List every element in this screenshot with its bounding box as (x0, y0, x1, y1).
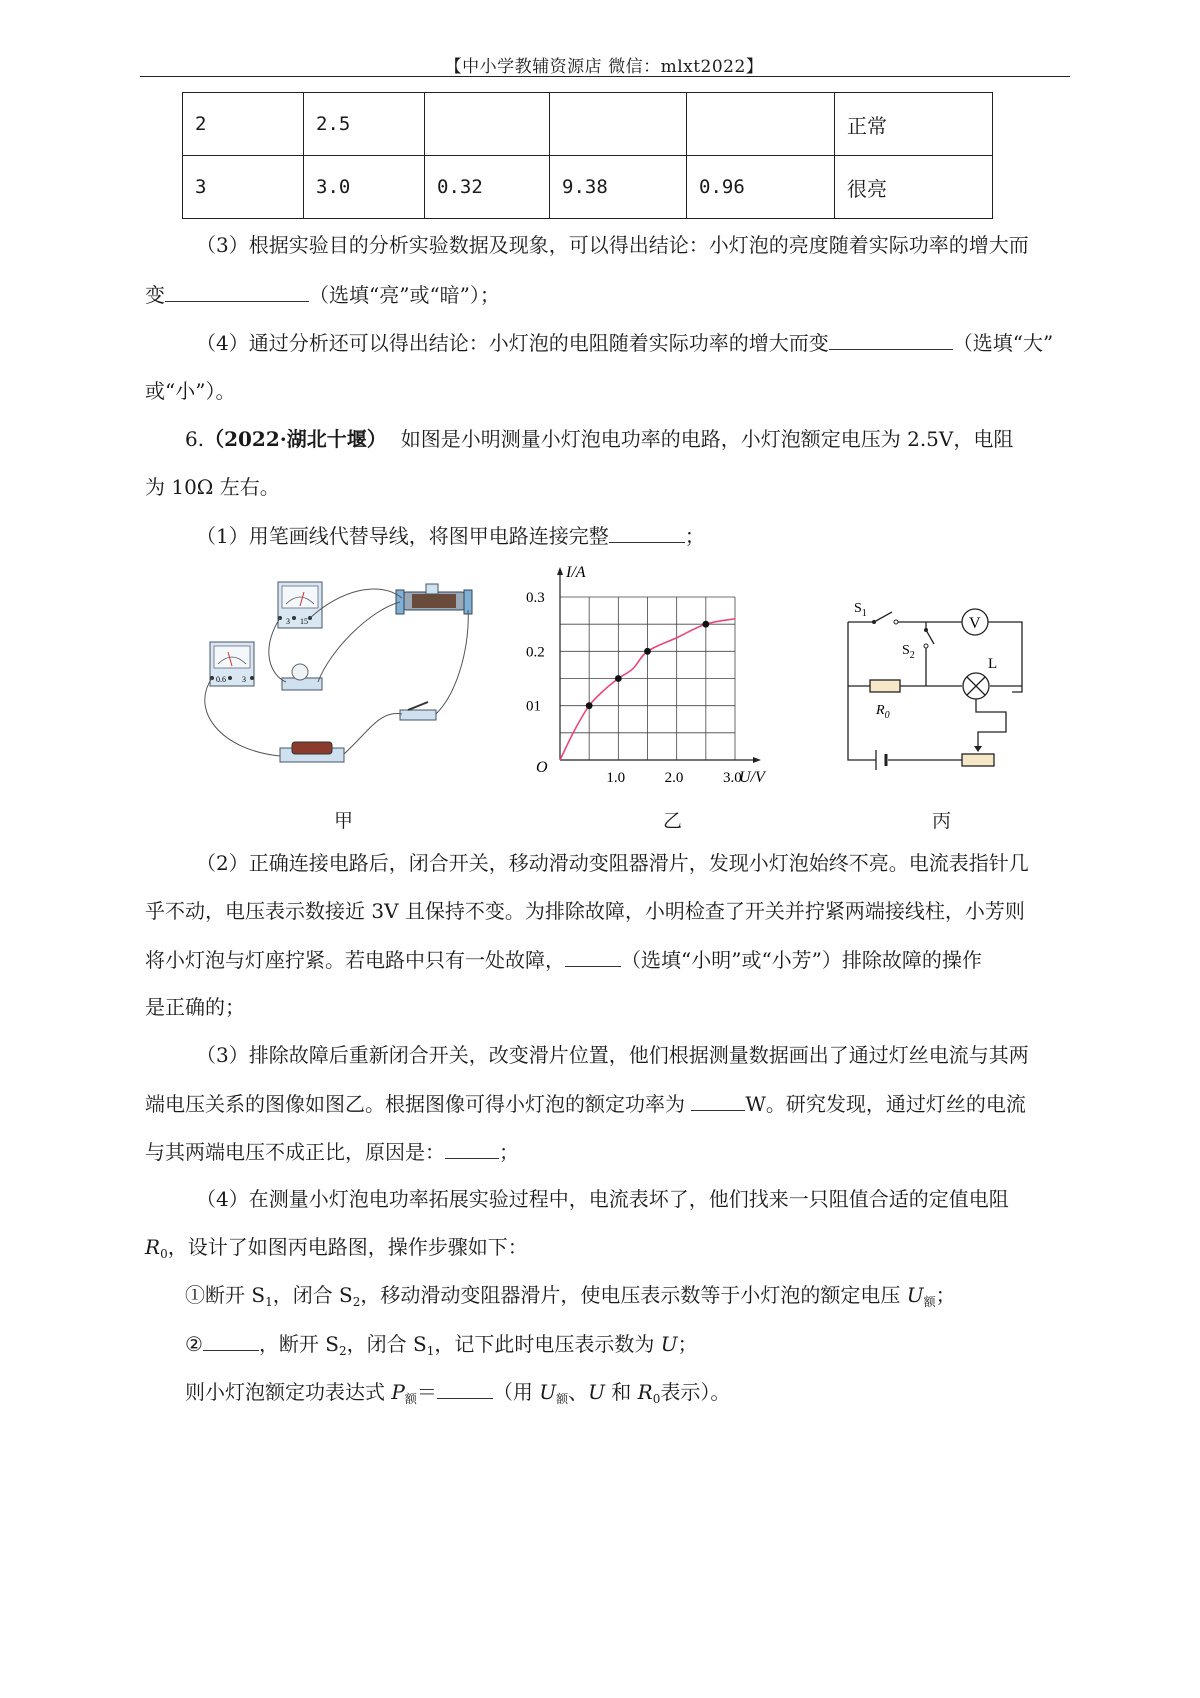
chart-y-tick-label: 0.2 (526, 644, 545, 661)
answer-blank[interactable] (829, 327, 953, 350)
table-cell (687, 93, 835, 156)
q6-p2-text: 将小灯泡与灯座拧紧。若电路中只有一处故障， (145, 948, 565, 972)
step-text: ，断开 S (258, 1332, 339, 1356)
chart-x-tick-label: 1.0 (606, 770, 626, 786)
switch-s2-symbol (924, 628, 934, 648)
step-text: ，闭合 S (272, 1283, 353, 1307)
figure-label-bing: 丙 (932, 810, 952, 832)
resistor-r0-symbol (870, 680, 900, 721)
table-cell (425, 93, 550, 156)
q5-part3-line2 (145, 279, 500, 310)
r0-label (875, 703, 890, 721)
header-rule (140, 76, 1070, 77)
table-cell: 正常 (835, 93, 993, 156)
step-text: ，记下此时电压表示数为 (434, 1332, 661, 1356)
answer-blank[interactable] (165, 279, 309, 302)
s2-subscript: 2 (909, 650, 915, 661)
table-row (183, 156, 993, 219)
formula-text: 和 (604, 1380, 638, 1404)
q6-intro-line1 (185, 424, 1013, 454)
rheostat-top (396, 584, 472, 614)
table-cell: 0.96 (687, 156, 835, 219)
figure-jia-apparatus (180, 580, 530, 780)
step-text: ； (935, 1283, 956, 1307)
table-cell: 3.0 (304, 156, 425, 219)
chart-data-point (586, 702, 593, 709)
formula-text: 、 (568, 1380, 589, 1404)
answer-blank[interactable] (437, 1376, 493, 1399)
figure-yi-iu-graph (520, 555, 770, 795)
table-cell: 2 (183, 93, 304, 156)
chart-axes (557, 567, 761, 763)
q5-p4-text: （选填“大” (952, 331, 1054, 355)
subscript: 额 (556, 1392, 569, 1406)
subscript: 2 (352, 1295, 361, 1309)
q6-part1 (196, 520, 705, 551)
answer-blank[interactable] (691, 1088, 745, 1111)
step-text: ，移动滑动变阻器滑片，使电压表示数等于小灯泡的额定电压 (360, 1283, 907, 1307)
question-source: （2022·湖北十堰） (204, 427, 387, 451)
q6-part2-line4: 是正确的； (145, 995, 245, 1019)
chart-grid (560, 597, 735, 760)
q6-part4-line1: （4）在测量小灯泡电功率拓展实验过程中，电流表坏了，他们找来一只阻值合适的定值电阻 (196, 1187, 1009, 1211)
formula-text: 则小灯泡额定功表达式 (185, 1380, 392, 1404)
answer-blank[interactable] (565, 944, 621, 967)
chart-data-point (702, 621, 709, 628)
chart-data-point (615, 675, 622, 682)
q6-part4-line2 (145, 1232, 528, 1269)
bulb-holder (282, 664, 322, 690)
q6-part2-line2: 乎不动，电压表示数接近 3V 且保持不变。为排除故障，小明检查了开关并拧紧两端接线柱，小芳则 (145, 899, 1025, 923)
step-text: ； (677, 1332, 698, 1356)
q6-formula (185, 1376, 730, 1414)
voltmeter-scale-label: 15 (300, 617, 308, 626)
q6-part2-line3 (145, 944, 982, 975)
formula-text: （用 (492, 1380, 540, 1404)
q6-part3-line2 (145, 1088, 1026, 1119)
s2-label (902, 643, 915, 661)
chart-x-tick-label: 3.0 (723, 770, 742, 786)
table-row (183, 93, 993, 156)
ammeter (210, 642, 254, 686)
q6-p1-text: （1）用笔画线代替导线，将图甲电路连接完整 (196, 524, 609, 548)
q6-intro-text: 如图是小明测量小灯泡电功率的电路，小灯泡额定电压为 2.5V，电阻 (400, 427, 1014, 451)
step-text: ①断开 S (185, 1283, 266, 1307)
q6-p3-text: ； (499, 1140, 519, 1164)
ammeter-scale-label: 3 (242, 675, 246, 684)
switch-s1-symbol (872, 612, 898, 624)
chart-x-axis-arrow (753, 757, 761, 763)
chart-y-tick-label: 01 (526, 698, 541, 715)
chart-y-axis-label: I/A (566, 564, 586, 581)
answer-blank[interactable] (203, 1328, 259, 1351)
q6-p3-text: W。研究发现，通过灯丝的电流 (745, 1092, 1026, 1116)
data-table (182, 92, 993, 219)
answer-blank[interactable] (445, 1136, 499, 1159)
chart-data-point (644, 648, 651, 655)
r0-symbol: R (145, 1235, 161, 1259)
q6-p4-text: ，设计了如图丙电路图，操作步骤如下： (167, 1235, 528, 1259)
voltmeter (278, 582, 322, 628)
q5-part4-line2: 或“小”）。 (145, 379, 236, 403)
s2-letter: S (902, 643, 910, 658)
chart-origin-label: O (536, 759, 548, 776)
q6-step2 (185, 1328, 698, 1366)
q6-step1 (185, 1280, 956, 1317)
chart-x-axis-label: U/V (739, 769, 765, 786)
variable-r: R (637, 1380, 653, 1404)
lamp-symbol (963, 656, 997, 699)
subscript: 0 (652, 1392, 661, 1406)
r0-letter: R (876, 703, 885, 718)
variable-u: U (660, 1332, 678, 1356)
q6-p1-text: ； (684, 524, 705, 548)
q5-p3-text: （选填“亮”或“暗”）； (309, 283, 500, 307)
rheostat-symbol (962, 746, 1022, 766)
variable-u: U (906, 1283, 924, 1307)
variable-u: U (539, 1380, 557, 1404)
table-cell: 很亮 (835, 156, 993, 219)
subscript: 2 (339, 1344, 347, 1358)
page-header: 【中小学教辅资源店 微信：mlxt2022】 (444, 57, 764, 77)
q6-part3-line1: （3）排除故障后重新闭合开关，改变滑片位置，他们根据测量数据画出了通过灯丝电流与其两 (196, 1043, 1029, 1067)
s1-letter: S (854, 601, 862, 616)
q5-part4-line1 (196, 327, 1053, 358)
q5-part3-line1: （3）根据实验目的分析实验数据及现象，可以得出结论：小灯泡的亮度随着实际功率的增大而 (196, 233, 1029, 257)
q6-intro-line2: 为 10Ω 左右。 (145, 475, 280, 499)
q5-p4-text: （4）通过分析还可以得出结论：小灯泡的电阻随着实际功率的增大而变 (196, 331, 829, 355)
q6-part2-line1: （2）正确连接电路后，闭合开关，移动滑动变阻器滑片，发现小灯泡始终不亮。电流表指针几 (196, 851, 1029, 875)
answer-blank[interactable] (609, 520, 685, 543)
subscript: 1 (265, 1295, 273, 1309)
q5-p3-text: 变 (145, 283, 165, 307)
r0-subscript: 0 (160, 1247, 168, 1261)
q6-p3-text: 与其两端电压不成正比，原因是： (145, 1140, 445, 1164)
battery-symbol (876, 750, 886, 770)
figure-bing-circuit (830, 590, 1050, 790)
q6-p3-text: 端电压关系的图像如图乙。根据图像可得小灯泡的额定功率为 (145, 1092, 692, 1116)
variable-u: U (588, 1380, 605, 1404)
table-cell: 3 (183, 156, 304, 219)
formula-text: ＝ (416, 1380, 437, 1404)
subscript: 额 (923, 1295, 936, 1309)
table-cell: 2.5 (304, 93, 425, 156)
table-cell: 9.38 (550, 156, 687, 219)
formula-text: 表示）。 (660, 1380, 731, 1404)
table-cell (550, 93, 687, 156)
subscript: 额 (404, 1392, 417, 1406)
chart-x-tick-label: 2.0 (664, 770, 684, 786)
chart-y-tick-label: 0.3 (526, 590, 545, 606)
q6-p2-text: （选填“小明”或“小芳”）排除故障的操作 (621, 948, 982, 972)
s1-subscript: 1 (861, 608, 867, 619)
voltmeter-letter: V (969, 615, 981, 632)
q6-part3-line3 (145, 1136, 519, 1167)
chart-y-axis-arrow (557, 567, 563, 575)
step-text: ② (185, 1332, 203, 1356)
subscript: 1 (426, 1344, 435, 1358)
variable-p: P (391, 1380, 405, 1404)
s1-label (854, 601, 867, 619)
figure-label-yi: 乙 (663, 810, 683, 832)
switch (400, 702, 436, 720)
battery-box (280, 742, 344, 762)
step-text: ，闭合 S (346, 1332, 427, 1356)
figure-label-jia: 甲 (334, 810, 354, 832)
question-number: 6. (185, 427, 205, 451)
lamp-label: L (988, 656, 998, 672)
voltmeter-symbol (962, 609, 988, 635)
ammeter-scale-label: 0.6 (216, 675, 226, 684)
voltmeter-scale-label: 3 (286, 617, 290, 626)
table-cell: 0.32 (425, 156, 550, 219)
r0-subscript: 0 (884, 710, 890, 721)
